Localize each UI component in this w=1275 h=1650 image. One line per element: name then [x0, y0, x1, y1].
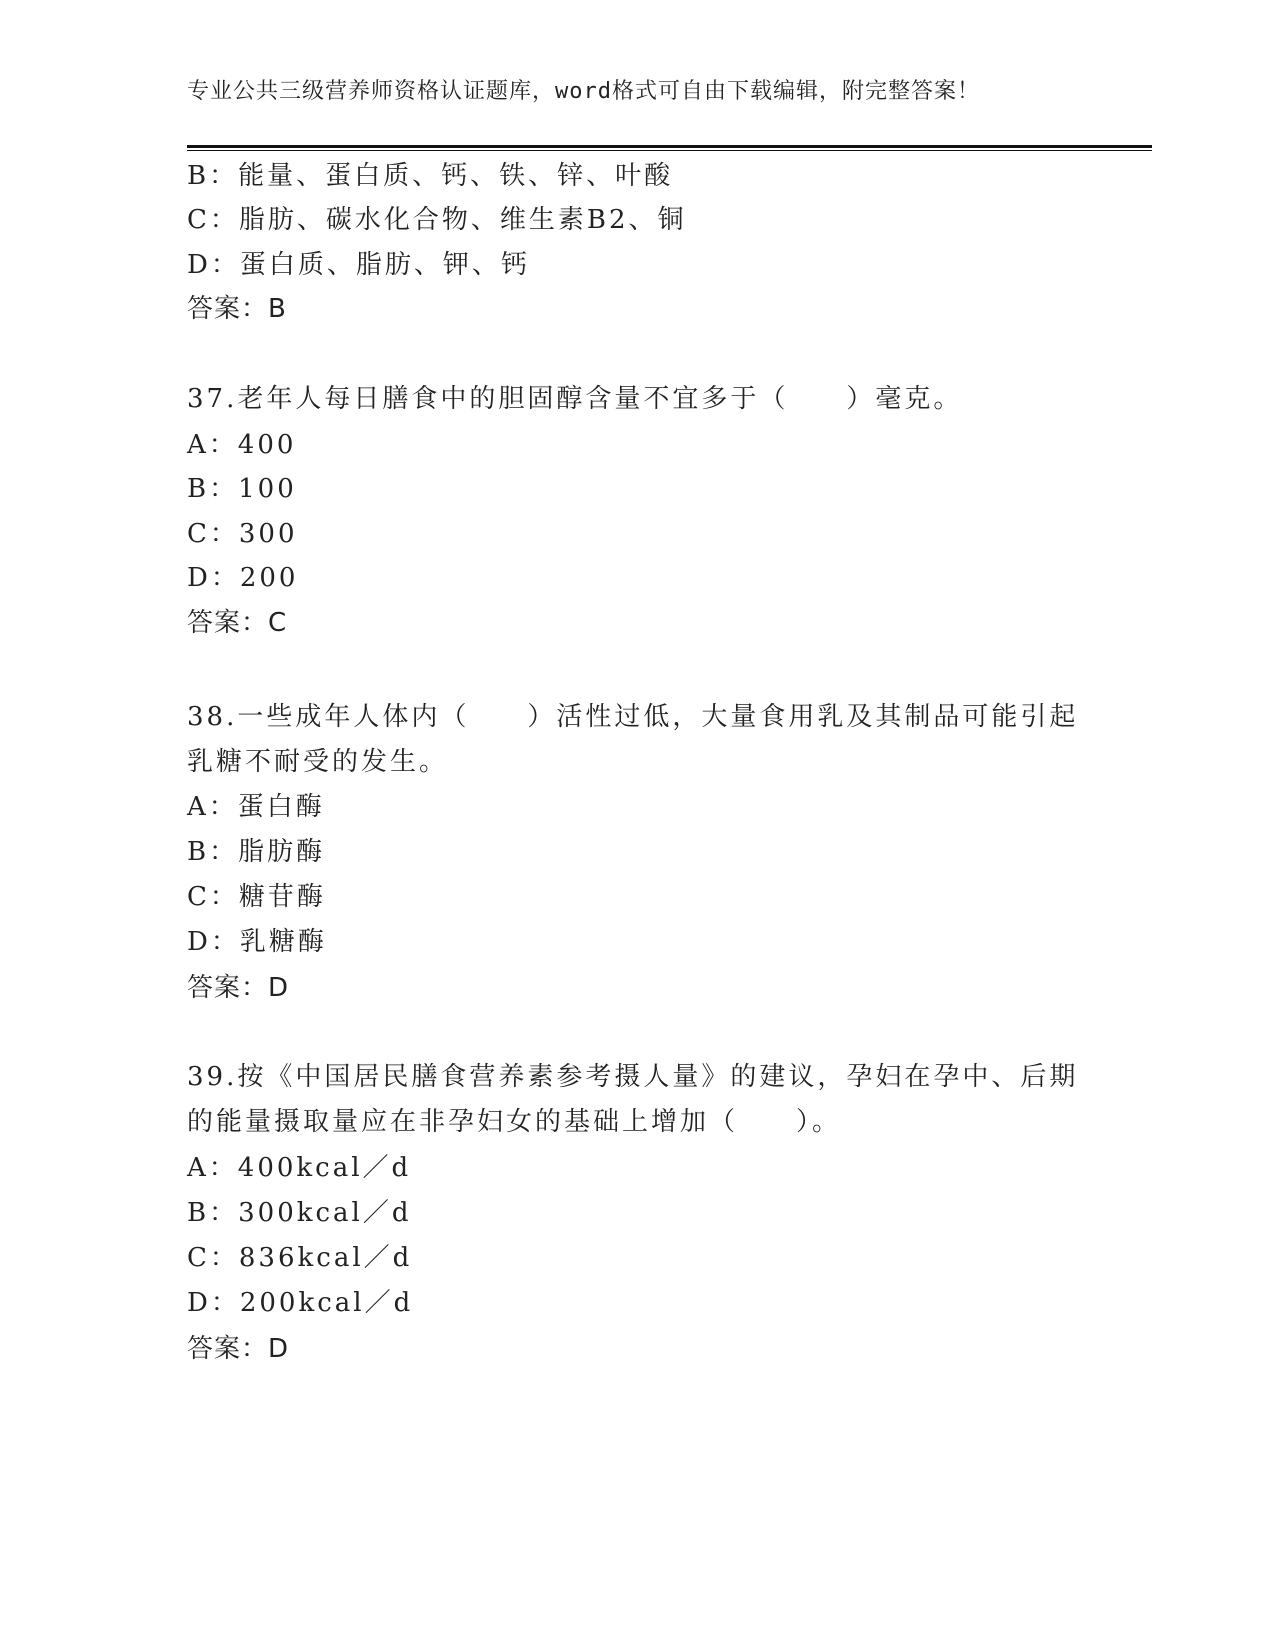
q38-option-d: D：乳糖酶: [187, 927, 327, 957]
q38-option-a: A：蛋白酶: [187, 792, 325, 822]
q37-answer: 答案：C: [187, 608, 288, 638]
q38-answer: 答案：D: [187, 973, 290, 1003]
q37-stem: 37.老年人每日膳食中的胆固醇含量不宜多于（ ）毫克。: [187, 384, 963, 414]
q38-stem-line1: 38.一些成年人体内（ ）活性过低，大量食用乳及其制品可能引起: [187, 702, 1079, 732]
q39-stem-line2: 的能量摄取量应在非孕妇女的基础上增加（ ）。: [187, 1107, 842, 1137]
q37-option-c: C：300: [187, 519, 298, 549]
q39-answer: 答案：D: [187, 1334, 290, 1364]
q38-stem-line2: 乳糖不耐受的发生。: [187, 747, 449, 777]
q37-option-a: A：400: [187, 430, 297, 460]
q39-stem-line1: 39.按《中国居民膳食营养素参考摄人量》的建议，孕妇在孕中、后期: [187, 1062, 1079, 1092]
q38-option-c: C：糖苷酶: [187, 882, 326, 912]
page-header: 专业公共三级营养师资格认证题库，word格式可自由下载编辑，附完整答案！: [187, 79, 980, 104]
q37-option-d: D：200: [187, 563, 299, 593]
q38-option-b: B：脂肪酶: [187, 837, 326, 867]
q39-option-d: D：200kcal／d: [187, 1288, 414, 1318]
q39-option-c: C：836kcal／d: [187, 1243, 413, 1273]
prev-option-b: B：能量、蛋白质、钙、铁、锌、叶酸: [187, 161, 674, 191]
header-rule-thin: [187, 150, 1152, 151]
q37-option-b: B：100: [187, 474, 297, 504]
q39-option-a: A：400kcal／d: [187, 1153, 412, 1183]
prev-option-d: D：蛋白质、脂肪、钾、钙: [187, 250, 530, 280]
prev-answer: 答案：B: [187, 294, 287, 324]
q39-option-b: B：300kcal／d: [187, 1198, 412, 1228]
header-rule-thick: [187, 145, 1152, 148]
prev-option-c: C：脂肪、碳水化合物、维生素B2、铜: [187, 205, 687, 235]
